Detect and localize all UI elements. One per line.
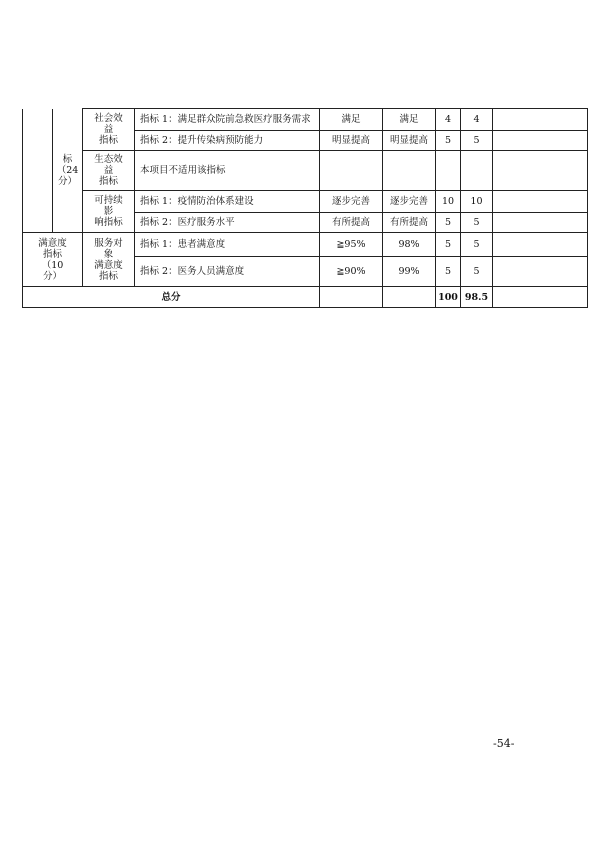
total-row <box>23 287 588 308</box>
ecological-benefit-subcategory: 生态效 益 指标 <box>83 151 135 191</box>
service-target-satisfaction-subcategory: 服务对 象 满意度 指标 <box>83 233 135 287</box>
table-row <box>23 191 588 213</box>
social-benefit-subcategory: 社会效 益 指标 <box>83 109 135 151</box>
indicator-name: 指标 2：医疗服务水平 <box>135 213 320 233</box>
effect-indicator-category: 标 （24 分） <box>53 109 83 233</box>
indicator-name: 指标 2：医务人员满意度 <box>135 257 320 287</box>
total-label: 总分 <box>23 287 320 308</box>
indicator-name: 指标 1：患者满意度 <box>135 233 320 257</box>
target-value: ≧90% <box>320 257 383 287</box>
remark-cell <box>493 131 588 151</box>
total-actual-cell <box>383 287 436 308</box>
category-blank-cell <box>23 109 53 233</box>
score-value: 5 <box>461 131 493 151</box>
weight-value <box>436 151 461 191</box>
satisfaction-indicator-category: 满意度 指标 （10 分） <box>23 233 83 287</box>
actual-value <box>383 151 436 191</box>
indicator-name: 本项目不适用该指标 <box>135 151 320 191</box>
weight-value: 5 <box>436 257 461 287</box>
weight-value: 5 <box>436 213 461 233</box>
actual-value: 98% <box>383 233 436 257</box>
remark-cell <box>493 233 588 257</box>
score-value: 5 <box>461 213 493 233</box>
score-value: 5 <box>461 257 493 287</box>
remark-cell <box>493 109 588 131</box>
actual-value: 满足 <box>383 109 436 131</box>
remark-cell <box>493 151 588 191</box>
weight-value: 4 <box>436 109 461 131</box>
target-value: 有所提高 <box>320 213 383 233</box>
indicator-name: 指标 2：提升传染病预防能力 <box>135 131 320 151</box>
weight-value: 5 <box>436 131 461 151</box>
weight-value: 10 <box>436 191 461 213</box>
table-row <box>23 109 588 131</box>
target-value: 明显提高 <box>320 131 383 151</box>
actual-value: 逐步完善 <box>383 191 436 213</box>
actual-value: 明显提高 <box>383 131 436 151</box>
sustainability-subcategory: 可持续 影 响指标 <box>83 191 135 233</box>
score-value: 5 <box>461 233 493 257</box>
remark-cell <box>493 287 588 308</box>
target-value: ≧95% <box>320 233 383 257</box>
target-value: 逐步完善 <box>320 191 383 213</box>
table-row <box>23 233 588 257</box>
score-value: 4 <box>461 109 493 131</box>
remark-cell <box>493 213 588 233</box>
page-number: -54- <box>493 737 515 750</box>
remark-cell <box>493 257 588 287</box>
total-target-cell <box>320 287 383 308</box>
weight-value: 5 <box>436 233 461 257</box>
performance-indicator-table <box>22 108 588 308</box>
score-value: 10 <box>461 191 493 213</box>
total-score: 98.5 <box>461 287 493 308</box>
score-value <box>461 151 493 191</box>
actual-value: 有所提高 <box>383 213 436 233</box>
indicator-name: 指标 1：疫情防治体系建设 <box>135 191 320 213</box>
table-row <box>23 151 588 191</box>
remark-cell <box>493 191 588 213</box>
target-value: 满足 <box>320 109 383 131</box>
total-weight: 100 <box>436 287 461 308</box>
indicator-name: 指标 1：满足群众院前急救医疗服务需求 <box>135 109 320 131</box>
target-value <box>320 151 383 191</box>
actual-value: 99% <box>383 257 436 287</box>
